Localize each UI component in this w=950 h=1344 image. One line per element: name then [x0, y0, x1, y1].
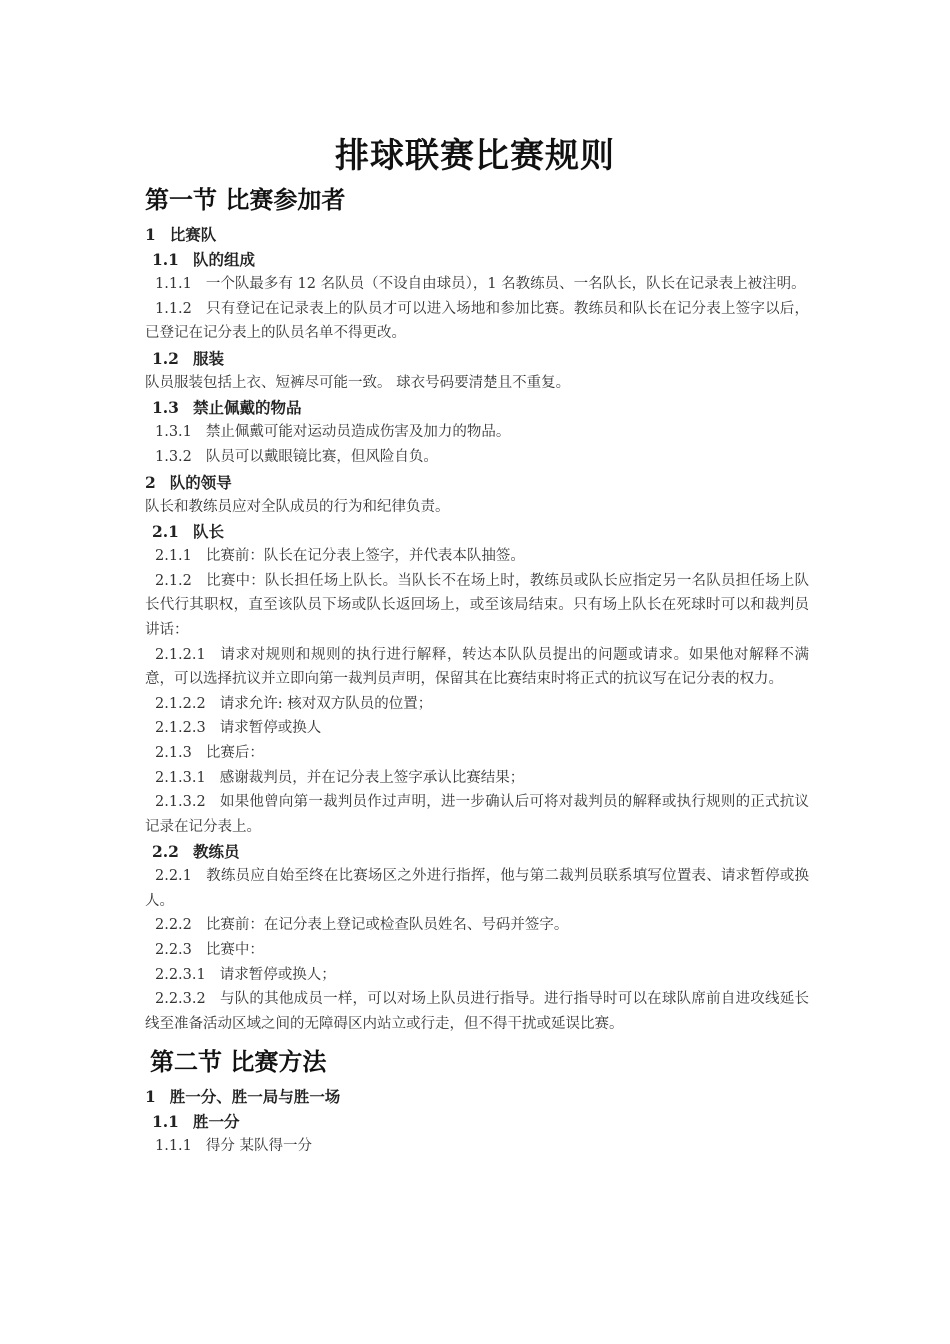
clause-text: 比赛中： [205, 942, 264, 959]
clause-number: 2.1.3.1 [155, 769, 206, 786]
clause-heading [145, 222, 809, 247]
subclause-heading [145, 247, 809, 272]
rule-paragraph [145, 643, 809, 692]
clause-number: 1.2 [152, 348, 179, 368]
clause-heading [145, 1084, 809, 1109]
rule-paragraph [145, 272, 809, 297]
clause-text: 队的组成 [192, 250, 255, 269]
clause-text: 比赛队 [169, 225, 217, 244]
rule-paragraph [145, 1134, 809, 1159]
document-body [145, 180, 809, 1159]
clause-number: 1 [145, 1087, 156, 1107]
clause-text: 比赛前：在记分表上登记或检查队员姓名、号码并签字。 [205, 917, 569, 934]
clause-text: 胜一分、胜一局与胜一场 [169, 1087, 341, 1107]
clause-number: 2.1.1 [155, 548, 192, 565]
rule-paragraph [145, 569, 809, 643]
clause-text: 队员服装包括上衣、短裤尽可能一致。 球衣号码要清楚且不重复。 [145, 374, 571, 391]
rule-paragraph [145, 987, 809, 1036]
rule-paragraph [145, 790, 809, 839]
rule-paragraph [145, 963, 809, 988]
clause-text: 请求暂停或换人； [219, 966, 336, 983]
rule-paragraph [145, 544, 809, 569]
clause-text: 胜一分 [192, 1112, 240, 1132]
clause-number: 2.2.3.2 [155, 991, 206, 1008]
clause-text: 队长 [192, 522, 224, 542]
clause-number: 1.3 [152, 398, 179, 418]
rule-paragraph [145, 913, 809, 938]
clause-number: 2.2.3.1 [155, 966, 206, 983]
clause-text: 请求对规则和规则的执行进行解释，转达本队队员提出的问题或请求。如果他对解释不满意，可以选择抗议并立即向第一裁判员声明，保留其在比赛结束时将正式的抗议写在记分表的权力。 [145, 646, 809, 688]
clause-number: 2.1 [152, 522, 179, 542]
clause-number: 2.1.3 [155, 744, 192, 761]
clause-text: 比赛前：队长在记分表上签字，并代表本队抽签。 [205, 548, 525, 565]
rule-paragraph [145, 297, 809, 346]
clause-number: 2.1.2.2 [155, 695, 206, 712]
clause-text: 队员可以戴眼镜比赛，但风险自负。 [205, 448, 438, 465]
document-title: 排球联赛比赛规则 [335, 136, 615, 176]
clause-number: 2.1.3.2 [155, 794, 206, 811]
clause-number: 2.1.2.1 [155, 646, 206, 663]
clause-text: 教练员 [192, 842, 240, 862]
section-heading-text: 第二节 比赛方法 [150, 1048, 327, 1077]
clause-number: 1.1.1 [155, 276, 192, 292]
clause-text: 如果他曾向第一裁判员作过声明，进一步确认后可将对裁判员的解释或执行规则的正式抗议记录在记分表上。 [145, 794, 809, 835]
clause-number: 1.1 [152, 250, 179, 269]
clause-number: 1.3.2 [155, 448, 192, 465]
clause-text: 服装 [192, 348, 224, 368]
clause-text: 请求允许: 核对双方队员的位置； [219, 695, 433, 712]
subclause-heading [145, 346, 809, 371]
clause-text: 教练员应自始至终在比赛场区之外进行指挥，他与第二裁判员联系填写位置表、请求暂停或换人。 [145, 868, 809, 909]
rule-paragraph [145, 420, 809, 445]
clause-text: 请求暂停或换人 [219, 720, 322, 737]
clause-number: 2.2.2 [155, 917, 192, 934]
section-heading-text: 第一节 比赛参加者 [145, 186, 346, 214]
clause-text: 只有登记在记录表上的队员才可以进入场地和参加比赛。教练员和队长在记分表上签字以后，已登记在记分表上的队员名单不得更改。 [145, 300, 809, 342]
body-paragraph [145, 371, 809, 396]
subclause-heading [145, 395, 809, 420]
clause-number: 1.1.1 [155, 1138, 192, 1155]
clause-number: 2.1.2.3 [155, 720, 206, 737]
clause-text: 禁止佩戴的物品 [192, 398, 302, 418]
clause-number: 1.3.1 [155, 424, 192, 441]
clause-text: 比赛中：队长担任场上队长。当队长不在场上时，教练员或队长应指定另一名队员担任场上队长代行其职权，直至该队员下场或队长返回场上，或至该局结束。只有场上队长在死球时可以和裁判员讲话： [145, 572, 809, 638]
clause-number: 1.1.2 [155, 300, 192, 317]
clause-number: 2.2.1 [155, 868, 192, 885]
clause-text: 一个队最多有 12 名队员（不设自由球员），1 名教练员、一名队长，队长在记录表上被注明。 [205, 276, 806, 292]
rule-paragraph [145, 741, 809, 766]
section-heading [145, 1042, 809, 1082]
subclause-heading [145, 519, 809, 544]
clause-text: 感谢裁判员，并在记分表上签字承认比赛结果； [219, 769, 525, 786]
rule-paragraph [145, 766, 809, 791]
clause-text: 队的领导 [169, 472, 232, 492]
rule-paragraph [145, 938, 809, 963]
clause-number: 2 [145, 472, 156, 492]
rule-paragraph [145, 864, 809, 913]
clause-text: 得分 某队得一分 [205, 1138, 313, 1155]
clause-heading [145, 470, 809, 495]
clause-number: 1.1 [152, 1112, 179, 1132]
clause-number: 2.2.3 [155, 942, 192, 959]
subclause-heading [145, 839, 809, 864]
clause-number: 2.1.2 [155, 572, 192, 589]
clause-text: 比赛后： [205, 744, 264, 761]
section-heading [145, 180, 809, 220]
clause-number: 2.2 [152, 842, 179, 862]
clause-text: 与队的其他成员一样，可以对场上队员进行指导。进行指导时可以在球队席前自进攻线延长线至准备活动区域之间的无障碍区内站立或行走，但不得干扰或延误比赛。 [145, 991, 809, 1032]
subclause-heading [145, 1109, 809, 1134]
clause-text: 禁止佩戴可能对运动员造成伤害及加力的物品。 [205, 424, 511, 441]
clause-number: 1 [145, 225, 156, 244]
clause-text: 队长和教练员应对全队成员的行为和纪律负责。 [145, 498, 450, 515]
rule-paragraph [145, 716, 809, 741]
rule-paragraph [145, 445, 809, 470]
body-paragraph [145, 495, 809, 520]
rule-paragraph [145, 692, 809, 717]
